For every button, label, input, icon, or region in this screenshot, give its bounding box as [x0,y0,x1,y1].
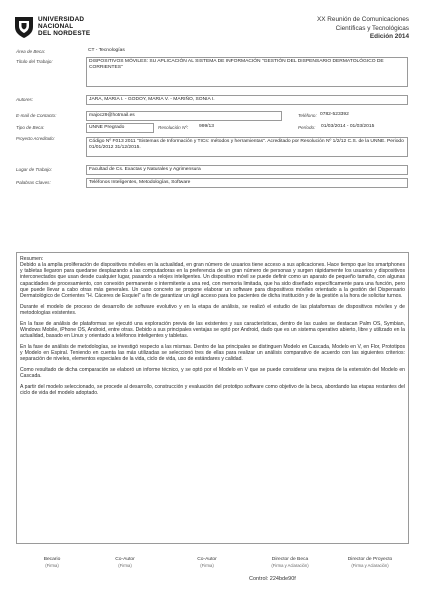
signature-becario [17,557,87,569]
phone-label: Teléfono: [298,113,317,118]
title-value: DISPOSITIVOS MÓVILES: SU APLICACIÓN AL SISTEMA DE INFORMACIÓN "GESTIÓN DEL DISPENSARIO DERMATOLÓGICO DE CORRIENTES" [86,57,408,87]
abstract-paragraph-1: Debido a la amplia proliferación de dispositivos móviles en la actualidad, en gran número de usuarios tiene acceso a sus aplicaciones. Hace tiempo que los smartphones y tabletas llegaron para quedarse desplazando a las computadoras en la preferencia de un gran número de personas y surgen rápidamente los usuarios y dispositivos interconectados que usan desde cualquier lugar, pasando a relojes inteligentes. Un dispositivo móvil se puede definir como un aparato de pequeño tamaño, con algunas capacidades de procesamiento, con conexión permanente o intermitente a una red, con memoria limitada, que ha sido diseñado específicamente para una función, pero que puede llevar a cabo otras más generales. Un caso concreto se propone elaborar un software para dispositivos móviles orientado a la gestión del Dispensario Dermatológico de Corrientes "H. Cáceres de Esquiel" a fin de garantizar un ágil acceso para los pacientes de dicha institución y de la gestión a la hora de solicitar turnos. [20,262,405,299]
university-logo-icon [13,15,35,39]
area-label: Área de Beca: [16,49,46,54]
university-line-1: UNIVERSIDAD [38,16,85,23]
abstract-paragraph-2: Durante el modelo de proceso de desarrollo de software evolutivo y en la etapa de análisis, se realizó el estudio de las plataformas de dispositivos móviles y de metodologías existentes. [20,303,405,316]
event-line-2: Científicas y Tecnológicas [335,24,409,32]
event-line-1: XX Reunión de Comunicaciones [316,16,409,23]
place-label: Lugar de Trabajo: [16,167,52,172]
signature-director-proyecto [335,557,405,569]
abstract-title: Resumen: [20,256,44,262]
university-name [38,16,90,38]
signature-sub: (Firma) [118,563,132,568]
resolution-value: 999/13 [199,124,214,129]
authors-label: Autores: [16,97,34,102]
type-value: UNNE Pregrado [86,123,154,133]
abstract-paragraph-3: En la fase de análisis de plataformas se ejecutó una exploración previa de las existentes y sus características, dentro de las cuales se destacan Palm OS, Symbian, Windows Mobile, iPhone OS, Android, entre otras. Debido a sus principales ventajas se optó por Android, dado que es un sistema operativo abierto, libre y utilizado en la actualidad, basado en Linux y orientado a teléfonos inteligentes y tabletas. [20,320,405,339]
event-heading [317,16,409,42]
period-value: 01/03/2014 - 01/03/2015 [321,124,375,129]
control-code: Control: 224bde90f [249,576,296,582]
project-value: Código Nº F013 2011 "Sistemas de Información y TICs: métodos y herramientas". Acreditado por Resolución Nº 1/2/12 C.S. de la UNNE. Periodo 01/01/2012 31/12/2015. [86,137,408,157]
period-label: Período: [298,125,316,130]
phone-value: 0782-523392 [320,112,349,117]
signature-role: Director de Beca [271,557,309,562]
resolution-label: Resolución Nº: [158,125,189,130]
type-label: Tipo de Beca: [16,125,45,130]
signature-role: Co-Autor [197,557,217,562]
keywords-value: Teléfonos Inteligentes, Metodologías, Software [86,178,408,188]
signature-role: Director de Proyecto [347,557,393,562]
area-value: CT - Tecnologías [88,48,125,53]
signature-sub: (Firma) [45,563,59,568]
signature-sub: (Firma) [200,563,214,568]
edition-label: Edición 2014 [369,33,409,41]
signature-director-beca [255,557,325,569]
title-label: Título del Trabajo: [16,59,53,64]
signature-role: Co-Autor [115,557,135,562]
project-label: Proyecto Acreditado: [16,136,55,141]
place-value: Facultad de Cs. Exactas y Naturales y Agrimensura [86,165,408,175]
abstract-paragraph-4: En la fase de análisis de metodologías, se investigó respecto a las mismas. Dentro de las principales se distinguen Modelo en Cascada, Modelo en V, en Flor, Prototipos y Modelo en Espiral. Teniendo en cuenta las más utilizadas se seleccionó tres de ellas para realizar un análisis comparativo de acuerdo con las siguientes criterios: separación de niveles, elementos especiales de la vida, ciclo de vida, uso de estándares y calidad. [20,343,405,362]
signature-coautor-2 [172,557,242,569]
signature-sub: (Firma y Aclaración) [271,563,309,568]
signature-sub: (Firma y Aclaración) [351,563,389,568]
authors-value: JARA, MARIA I. - GODOY, MARIA V. - MARIÑO, SONIA I. [86,95,408,105]
abstract-paragraph-5: Como resultado de dicha comparación se elaboró un informe técnico, y se optó por el Modelo en V que se puede considerar una mejora de la extensión del Modelo en Cascada. [20,366,405,379]
abstract-box [16,252,409,544]
university-line-2: NACIONAL [38,23,74,31]
signature-coautor-1 [90,557,160,569]
signature-role: Becario [43,557,61,562]
abstract-paragraph-6: A partir del modelo seleccionado, se procede al desarrollo, construcción y evaluación del prototipo software como objetivo de la beca, abordando las etapas restantes del ciclo de vida del modelo adoptado. [20,383,405,396]
email-value: majoc29@hotmail.es [86,111,282,121]
keywords-label: Palabras Claves: [16,180,51,185]
email-label: E-mail de Contacto: [16,113,57,118]
university-line-3: DEL NORDESTE [38,30,91,38]
